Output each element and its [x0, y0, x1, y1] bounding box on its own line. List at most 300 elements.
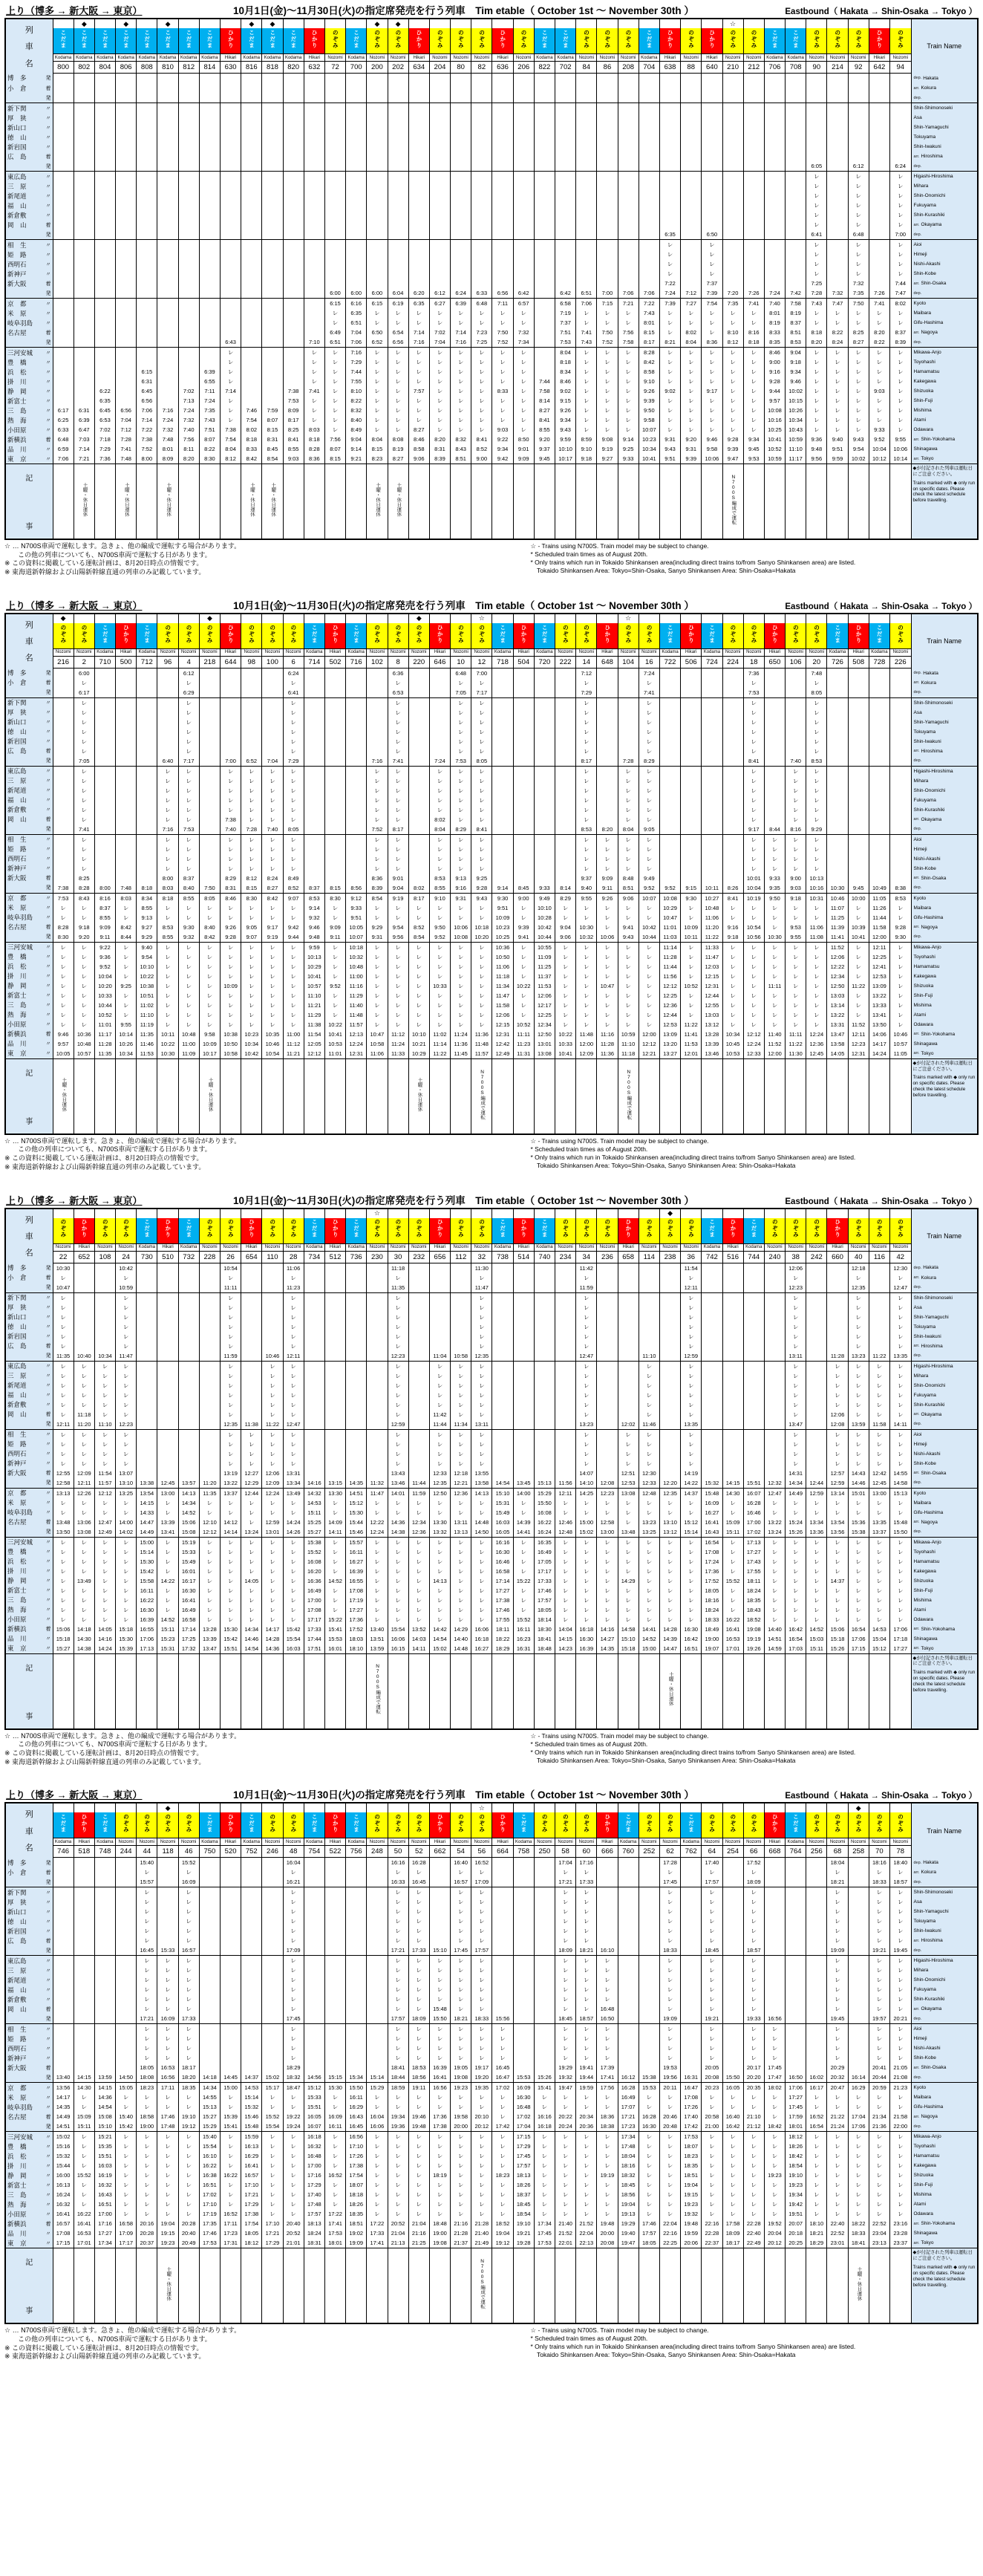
time-cell: 10:55 [534, 942, 555, 952]
time-cell [94, 201, 115, 210]
footnote-line-ja: ☆ … N700S車両で運転します。急きょ、他の編成で運転する場合があります。 [4, 542, 241, 550]
time-cell [848, 786, 869, 796]
station-arrdep-mark: 〃 [45, 1051, 51, 1057]
station-label-inner [6, 123, 53, 132]
time-cell: レ [74, 718, 94, 727]
time-cell [262, 250, 283, 259]
time-cell: レ [471, 845, 492, 854]
time-cell [451, 123, 471, 132]
time-cell: レ [304, 406, 324, 415]
time-cell: レ [408, 952, 429, 962]
time-cell: レ [869, 367, 889, 377]
time-cell: 8:17 [408, 893, 429, 903]
time-cell: 11:12 [283, 1039, 304, 1049]
time-cell: レ [513, 406, 534, 415]
train-type-cell [178, 28, 199, 54]
time-cell: 9:59 [555, 435, 576, 444]
station-label-en [911, 172, 978, 182]
time-cell: レ [429, 991, 450, 1001]
time-cell [137, 737, 157, 747]
time-cell: レ [597, 962, 618, 972]
train-number: 28 [283, 1251, 304, 1263]
time-cell: レ [388, 1303, 408, 1313]
station-name-ja: 新横浜 [7, 435, 27, 443]
station-arrdep-en: arr. [913, 1051, 920, 1056]
time-cell [743, 74, 764, 84]
time-cell: 12:15 [492, 1020, 513, 1030]
train-type-label: こだま [311, 1219, 319, 1238]
time-cell: 9:28 [764, 377, 785, 386]
time-cell: 7:56 [618, 328, 639, 337]
train-type-romaji: Kodama [827, 648, 848, 656]
station-arrdep-mark: 発 [45, 163, 51, 169]
time-cell [534, 1273, 555, 1283]
station-label-inner [6, 1010, 53, 1020]
train-mark: ◆ [367, 19, 388, 28]
time-cell: 11:18 [388, 1263, 408, 1273]
time-cell [869, 152, 889, 161]
time-cell [659, 776, 680, 786]
time-cell [137, 74, 157, 84]
time-cell [786, 191, 806, 201]
time-cell [137, 1313, 157, 1322]
column-note-cell [659, 464, 680, 540]
station-row [5, 923, 978, 932]
time-cell: 8:18 [157, 893, 178, 903]
station-arrdep-mark: 〃 [45, 1295, 51, 1301]
station-label-ja [5, 142, 53, 152]
train-mark [681, 19, 702, 28]
time-cell: 13:22 [869, 991, 889, 1001]
time-cell: 10:22 [555, 1030, 576, 1039]
time-cell: 9:34 [786, 367, 806, 377]
time-cell: 10:58 [221, 1049, 241, 1059]
time-cell [555, 747, 576, 756]
time-cell: レ [639, 805, 659, 815]
train-type-romaji: Nozomi [555, 648, 576, 656]
time-cell [722, 142, 743, 152]
time-cell [555, 1273, 576, 1283]
station-label-inner [6, 337, 53, 347]
time-cell: 9:53 [786, 923, 806, 932]
time-cell: レ [597, 308, 618, 318]
time-cell [304, 737, 324, 747]
train-number: 718 [492, 656, 513, 668]
time-cell [597, 737, 618, 747]
time-cell: レ [786, 766, 806, 776]
time-cell [869, 678, 889, 688]
station-label-en-inner [912, 786, 978, 796]
train-mark [221, 19, 241, 28]
time-cell [534, 805, 555, 815]
time-cell [408, 805, 429, 815]
time-cell [116, 747, 137, 756]
time-cell: レ [848, 991, 869, 1001]
station-label-inner [6, 991, 53, 1001]
time-cell [597, 718, 618, 727]
time-cell [304, 824, 324, 835]
station-label-ja [5, 152, 53, 161]
train-mark [513, 1209, 534, 1218]
time-cell [702, 1273, 722, 1283]
time-cell [869, 796, 889, 805]
time-cell: レ [178, 708, 199, 718]
time-cell: レ [367, 864, 388, 874]
station-label-en [911, 259, 978, 269]
time-cell [178, 318, 199, 328]
train-mark [429, 614, 450, 623]
time-cell [597, 103, 618, 114]
time-cell [555, 250, 576, 259]
time-cell: 12:44 [659, 1010, 680, 1020]
column-note-cell [764, 1058, 785, 1134]
station-name-en: Hakata [923, 670, 938, 676]
time-cell [346, 230, 367, 240]
station-label-en [911, 668, 978, 678]
station-name-ja: 新神戸 [7, 270, 27, 278]
time-cell: 6:15 [137, 367, 157, 377]
time-cell: 12:50 [827, 981, 848, 991]
time-cell [764, 230, 785, 240]
time-cell [492, 142, 513, 152]
footnotes-english [530, 1137, 979, 1172]
time-cell [116, 308, 137, 318]
train-mark: ◆ [157, 19, 178, 28]
time-cell: レ [597, 854, 618, 864]
time-cell [221, 250, 241, 259]
time-cell: 8:35 [764, 337, 785, 348]
column-note-cell [116, 464, 137, 540]
station-row [5, 718, 978, 727]
time-cell [283, 348, 304, 358]
station-label-ja [5, 83, 53, 93]
time-cell [786, 113, 806, 123]
train-type-cell [597, 623, 618, 649]
time-cell [764, 786, 785, 796]
time-cell [408, 756, 429, 767]
time-cell: 10:10 [408, 1030, 429, 1039]
station-arrdep-en: arr. [913, 456, 920, 461]
time-cell [94, 727, 115, 737]
station-label-inner [6, 172, 53, 181]
time-cell [221, 708, 241, 718]
time-cell [137, 718, 157, 727]
time-cell [659, 1273, 680, 1283]
time-cell [827, 786, 848, 796]
station-label-inner [6, 824, 53, 834]
train-type-label: のぞみ [813, 1219, 820, 1238]
train-type-romaji: Kodama [659, 648, 680, 656]
time-cell: レ [74, 697, 94, 708]
time-cell: レ [221, 415, 241, 425]
time-cell: レ [221, 845, 241, 854]
time-cell: レ [241, 962, 262, 972]
time-cell [786, 161, 806, 172]
time-cell: 9:46 [304, 923, 324, 932]
station-name-ja: 広 島 [7, 747, 27, 755]
station-arrdep-mark: 〃 [45, 271, 51, 277]
time-cell: 13:22 [827, 1010, 848, 1020]
station-label-en [911, 367, 978, 377]
train-number: 702 [555, 62, 576, 74]
time-cell: レ [283, 854, 304, 864]
time-cell: 11:38 [304, 1020, 324, 1030]
station-arrdep-mark: 〃 [45, 242, 51, 248]
train-type-romaji: Kodama [74, 54, 94, 62]
train-type-romaji: Nozomi [283, 1243, 304, 1251]
time-cell [722, 161, 743, 172]
time-cell [597, 220, 618, 230]
train-mark: ☆ [618, 614, 639, 623]
time-cell: レ [743, 766, 764, 776]
time-cell: 11:16 [597, 1030, 618, 1039]
time-cell: 7:27 [681, 299, 702, 309]
time-cell [262, 708, 283, 718]
time-cell: レ [262, 1001, 283, 1010]
time-cell [157, 737, 178, 747]
time-cell [534, 142, 555, 152]
station-label-en [911, 1010, 978, 1020]
time-cell [492, 240, 513, 250]
time-cell [764, 688, 785, 698]
time-cell [199, 240, 220, 250]
time-cell: 9:47 [722, 454, 743, 464]
time-cell: レ [890, 250, 912, 259]
time-cell [492, 230, 513, 240]
time-cell [367, 688, 388, 698]
time-cell [618, 74, 639, 84]
time-cell: 9:55 [786, 932, 806, 943]
station-arrdep-mark: 〃 [45, 1315, 51, 1320]
time-cell: 9:18 [786, 893, 806, 903]
time-cell: レ [681, 1303, 702, 1313]
train-type-romaji: Nozomi [388, 648, 408, 656]
train-type-cell [324, 1218, 345, 1244]
time-cell: レ [471, 425, 492, 435]
time-cell [681, 708, 702, 718]
station-label-inner [6, 678, 53, 688]
train-type-romaji: Nozomi [199, 1243, 220, 1251]
column-note: N700S編成で運転 [626, 1069, 632, 1119]
time-cell: レ [74, 903, 94, 913]
time-cell [262, 123, 283, 132]
time-cell: 8:42 [262, 893, 283, 903]
time-cell: レ [283, 697, 304, 708]
station-name-en: Hakata [923, 1265, 938, 1271]
time-cell: 8:24 [827, 337, 848, 348]
train-mark [513, 614, 534, 623]
footnote-line-ja: この他の列車についても、N700S車両で運転する日があります。 [4, 1145, 212, 1154]
time-cell [94, 1313, 115, 1322]
time-cell: 10:11 [681, 932, 702, 943]
train-mark [659, 19, 680, 28]
time-cell: レ [743, 727, 764, 737]
time-cell [848, 854, 869, 864]
time-cell: 10:13 [806, 874, 827, 883]
time-cell [743, 259, 764, 269]
time-cell: 8:01 [157, 444, 178, 454]
time-cell [722, 668, 743, 678]
train-mark [534, 614, 555, 623]
train-mark [597, 19, 618, 28]
time-cell: 7:40 [764, 299, 785, 309]
station-label-ja [5, 1263, 53, 1273]
time-cell [53, 337, 74, 348]
footnote-line-en: Tokaido Shinkansen Area: Tokyo=Shin-Osaka, Sanyo Shinkansen Area: Shin-Osaka=Hakata [530, 1161, 796, 1169]
time-cell: 6:12 [429, 288, 450, 299]
time-cell: レ [221, 396, 241, 406]
time-cell [659, 688, 680, 698]
time-cell: レ [639, 786, 659, 796]
train-mark: ☆ [722, 19, 743, 28]
time-cell: 8:40 [346, 415, 367, 425]
time-cell: レ [324, 367, 345, 377]
time-cell: レ [890, 348, 912, 358]
time-cell: レ [555, 972, 576, 981]
time-cell: レ [157, 864, 178, 874]
time-cell: 9:52 [94, 962, 115, 972]
time-cell: 9:25 [116, 981, 137, 991]
train-type-label: のぞみ [855, 29, 862, 49]
time-cell [137, 269, 157, 279]
time-cell: レ [869, 357, 889, 367]
time-cell [116, 142, 137, 152]
time-cell [681, 93, 702, 103]
time-cell: 7:41 [304, 386, 324, 396]
time-cell: レ [513, 386, 534, 396]
time-cell: 12:06 [827, 952, 848, 962]
time-cell: 7:13 [178, 396, 199, 406]
time-cell [304, 308, 324, 318]
notes-row [5, 1058, 978, 1134]
station-row [5, 883, 978, 894]
train-type-cell [241, 1218, 262, 1244]
train-type-cell [221, 28, 241, 54]
train-type-cell [513, 28, 534, 54]
time-cell: 9:55 [890, 435, 912, 444]
time-cell [576, 103, 597, 114]
time-cell: レ [618, 991, 639, 1001]
time-cell [262, 668, 283, 678]
time-cell [346, 776, 367, 786]
time-cell: 9:42 [283, 923, 304, 932]
time-cell: レ [199, 991, 220, 1001]
time-cell [659, 172, 680, 182]
time-cell: 8:52 [283, 883, 304, 894]
time-cell [324, 864, 345, 874]
time-cell [534, 845, 555, 854]
time-cell: 7:52 [367, 824, 388, 835]
train-number: 656 [429, 1251, 450, 1263]
time-cell [869, 874, 889, 883]
time-cell [324, 201, 345, 210]
time-cell [199, 737, 220, 747]
time-cell: 10:33 [555, 1039, 576, 1049]
time-cell [618, 727, 639, 737]
time-cell [722, 824, 743, 835]
time-cell: 6:39 [74, 415, 94, 425]
time-cell [639, 113, 659, 123]
time-cell [137, 747, 157, 756]
time-cell: レ [367, 952, 388, 962]
train-type-cell [869, 1218, 889, 1244]
station-name-ja: 品 川 [7, 445, 27, 453]
time-cell: 8:46 [764, 348, 785, 358]
time-cell: 9:16 [722, 923, 743, 932]
station-label-ja [5, 367, 53, 377]
train-type-romaji: Nozomi [848, 54, 869, 62]
train-type-label: ひかり [311, 29, 319, 49]
time-cell [786, 718, 806, 727]
time-cell [513, 1292, 534, 1303]
time-cell: レ [764, 845, 785, 854]
time-cell [492, 786, 513, 796]
station-label-en-inner [912, 991, 978, 1001]
station-row [5, 415, 978, 425]
column-note-cell [534, 464, 555, 540]
train-number: 226 [890, 656, 912, 668]
station-label-inner [6, 952, 53, 962]
time-cell [324, 688, 345, 698]
time-cell: レ [367, 796, 388, 805]
train-number: 814 [199, 62, 220, 74]
train-number: 736 [346, 1251, 367, 1263]
time-cell [869, 83, 889, 93]
time-cell [827, 845, 848, 854]
time-cell: 10:44 [94, 1001, 115, 1010]
time-cell [869, 161, 889, 172]
station-label-ja [5, 942, 53, 952]
time-cell [221, 328, 241, 337]
train-type-label: こだま [771, 29, 779, 49]
time-cell: レ [659, 367, 680, 377]
time-cell [178, 220, 199, 230]
time-cell [827, 805, 848, 815]
station-arrdep-mark: 〃 [45, 837, 51, 843]
train-mark [827, 614, 848, 623]
time-cell [324, 766, 345, 776]
time-cell: レ [116, 962, 137, 972]
time-cell [137, 708, 157, 718]
time-cell: レ [639, 776, 659, 786]
time-cell [513, 220, 534, 230]
station-label-en-inner [912, 1030, 978, 1039]
station-row [5, 161, 978, 172]
time-cell: 8:39 [429, 454, 450, 464]
train-type-romaji: Kodama [304, 1243, 324, 1251]
time-cell [367, 269, 388, 279]
time-cell [241, 348, 262, 358]
time-cell [137, 688, 157, 698]
time-cell: レ [618, 903, 639, 913]
time-cell: レ [576, 678, 597, 688]
train-number: 208 [618, 62, 639, 74]
time-cell [53, 688, 74, 698]
time-cell: 6:42 [555, 288, 576, 299]
time-cell [492, 697, 513, 708]
time-cell [786, 93, 806, 103]
time-cell [429, 161, 450, 172]
train-number: 704 [639, 62, 659, 74]
time-cell: レ [827, 406, 848, 415]
time-cell: レ [221, 952, 241, 962]
time-cell [702, 776, 722, 786]
time-cell [199, 805, 220, 815]
time-cell [618, 250, 639, 259]
time-cell: レ [806, 1020, 827, 1030]
time-cell [388, 123, 408, 132]
station-row [5, 74, 978, 84]
